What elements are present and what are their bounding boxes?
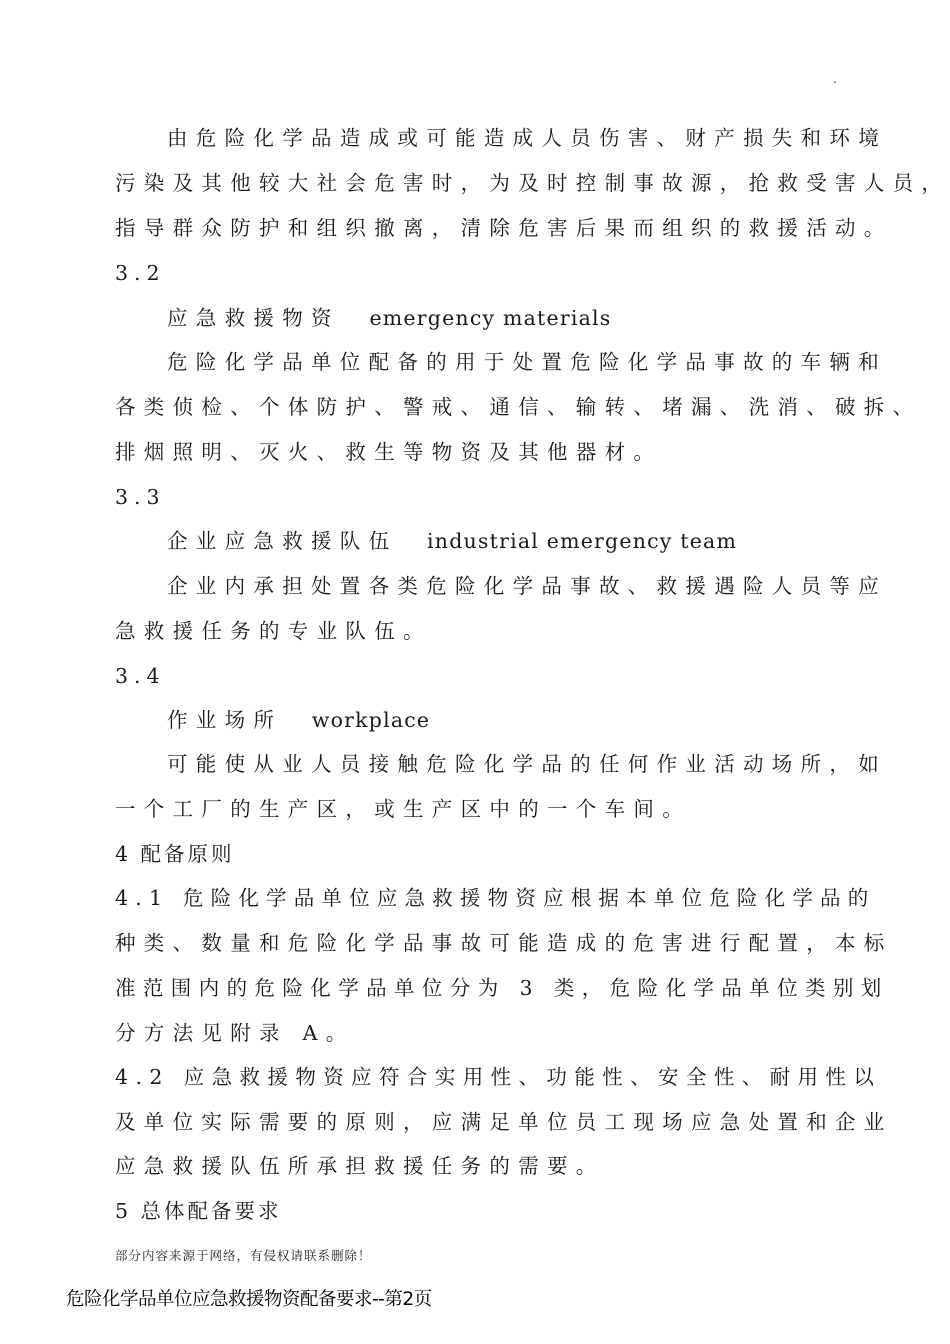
term-heading [167,306,611,330]
term-en: industrial emergency team [427,529,738,553]
section-number: 3.2 [115,261,166,285]
paragraph-line: 可能使从业人员接触危险化学品的任何作业活动场所，如 [167,752,887,776]
section-number: 3.4 [115,664,166,688]
document-title: 危险化学品单位应急救援物资配备要求--第2页 [66,1289,432,1310]
paragraph-line: 危险化学品单位配备的用于处置危险化学品事故的车辆和 [167,350,887,374]
paragraph-line: 急救援任务的专业队伍。 [115,619,432,643]
term-zh: 作业场所 [167,708,283,732]
term-zh: 应急救援物资 [167,306,340,330]
paragraph-line: 排烟照明、灭火、救生等物资及其他器材。 [115,440,663,464]
paragraph-line: 4.2 应急救援物资应符合实用性、功能性、安全性、耐用性以 [115,1065,882,1089]
term-heading [167,708,430,732]
term-zh: 企业应急救援队伍 [167,529,398,553]
term-en: emergency materials [369,306,612,330]
term-en: workplace [311,708,431,732]
paragraph-line: 分方法见附录 A。 [115,1021,355,1045]
paragraph-line: 种类、数量和危险化学品事故可能造成的危害进行配置，本标 [115,931,893,955]
paragraph-line: 4.1 危险化学品单位应急救援物资应根据本单位危险化学品的 [115,886,876,910]
copyright-note: 部分内容来源于网络，有侵权请联系删除！ [115,1248,372,1263]
paragraph-line: 应急救援队伍所承担救援任务的需要。 [115,1154,605,1178]
page-mark: . [833,72,837,86]
paragraph-line: 由危险化学品造成或可能造成人员伤害、财产损失和环境 [167,126,887,150]
paragraph-line: 各类侦检、个体防护、警戒、通信、输转、堵漏、洗消、破拆、 [115,395,922,419]
section-number: 3.3 [115,485,166,509]
paragraph-line: 一个工厂的生产区，或生产区中的一个车间。 [115,797,691,821]
term-heading [167,529,737,553]
paragraph-line: 准范围内的危险化学品单位分为 3 类，危险化学品单位类别划 [115,976,889,1000]
section-heading: 5 总体配备要求 [115,1199,282,1223]
paragraph-line: 污染及其他较大社会危害时，为及时控制事故源，抢救受害人员， [115,171,950,195]
paragraph-line: 指导群众防护和组织撤离，清除危害后果而组织的救援活动。 [115,216,893,240]
paragraph-line: 企业内承担处置各类危险化学品事故、救援遇险人员等应 [167,574,887,598]
paragraph-line: 及单位实际需要的原则，应满足单位员工现场应急处置和企业 [115,1110,893,1134]
section-heading: 4 配备原则 [115,842,235,866]
